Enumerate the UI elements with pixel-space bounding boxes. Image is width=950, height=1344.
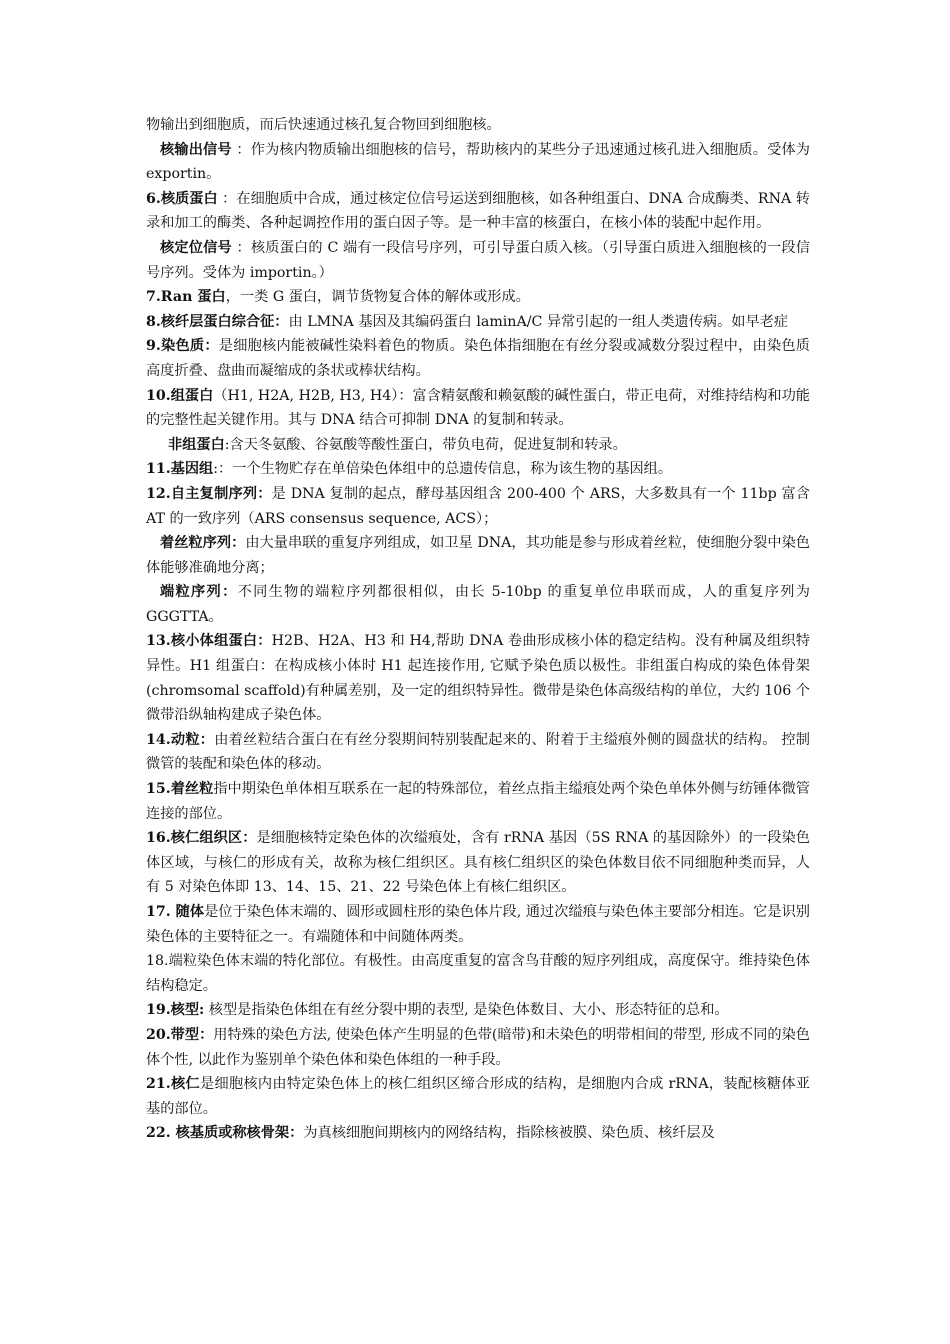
term: 非组蛋白 (168, 436, 225, 453)
paragraph-15 (146, 777, 810, 826)
paragraph-2 (146, 187, 810, 236)
definition: 是细胞核内由特定染色体上的核仁组织区缔合形成的结构，是细胞内合成 rRNA，装配核糖体亚基的部位。 (146, 1076, 810, 1117)
paragraph-0 (146, 113, 810, 138)
paragraph-16 (146, 826, 810, 900)
term: 21.核仁 (146, 1076, 200, 1093)
definition: :含天冬氨酸、谷氨酸等酸性蛋白，带负电荷，促进复制和转录。 (224, 436, 627, 453)
definition: 指中期染色单体相互联系在一起的特殊部位，着丝点指主缢痕处两个染色单体外侧与纺锤体微管连接的部位。 (146, 781, 810, 822)
term: 端粒序列： (160, 584, 238, 601)
definition: 是位于染色体末端的、圆形或圆柱形的染色体片段, 通过次缢痕与染色体主要部分相连。它是识别染色体的主要特征之一。有端随体和中间随体两类。 (146, 904, 810, 945)
term: 14.动粒： (146, 731, 215, 748)
definition: 由着丝粒结合蛋白在有丝分裂期间特别装配起来的、附着于主缢痕外侧的圆盘状的结构。 控制微管的装配和染色体的移动。 (146, 731, 810, 773)
definition: 是细胞核特定染色体的次缢痕处，含有 rRNA 基因（5S RNA 的基因除外）的一段染色体区域，与核仁的形成有关，故称为核仁组织区。具有核仁组织区的染色体数目依不同细胞种类而异，人有 5 对染色体即 13、14、15、21、22 号染色体上有核仁组织区。 (146, 830, 810, 896)
term: 22. 核基质或称核骨架： (146, 1125, 304, 1142)
paragraph-9 (146, 457, 810, 482)
paragraph-6 (146, 334, 810, 383)
definition: 是细胞核内能被碱性染料着色的物质。染色体指细胞在有丝分裂或减数分裂过程中，由染色质高度折叠、盘曲而凝缩成的条状或棒状结构。 (146, 338, 810, 379)
paragraph-5 (146, 310, 810, 335)
term: 20.带型： (146, 1026, 214, 1043)
term: 8.核纤层蛋白综合征： (146, 313, 289, 330)
term: 11.基因组 (146, 461, 214, 478)
definition: :：一个生物贮存在单倍染色体组中的总遗传信息，称为该生物的基因组。 (213, 461, 673, 478)
term: 12.自主复制序列： (146, 485, 272, 502)
paragraph-7 (146, 384, 810, 433)
definition: ：在细胞质中合成，通过核定位信号运送到细胞核，如各种组蛋白、DNA 合成酶类、RNA 转录和加工的酶类、各种起调控作用的蛋白因子等。是一种丰富的核蛋白，在核小体的装配中起作用。 (146, 190, 810, 232)
paragraph-4 (146, 285, 810, 310)
definition: 物输出到细胞质，而后快速通过核孔复合物回到细胞核。 (146, 117, 501, 133)
term: 17. 随体 (146, 904, 205, 920)
definition: ，一类 G 蛋白，调节货物复合体的解体或形成。 (225, 289, 530, 306)
term: 19.核型: (146, 1002, 205, 1019)
document-body (146, 113, 810, 1146)
term: 15.着丝粒 (146, 781, 214, 798)
paragraph-8 (146, 433, 810, 458)
definition: 为真核细胞间期核内的网络结构，指除核被膜、染色质、核纤层及 (303, 1125, 715, 1142)
definition: 不同生物的端粒序列都很相似，由长 5-10bp 的重复单位串联而成，人的重复序列为 GGGTTA。 (146, 584, 810, 625)
paragraph-14 (146, 728, 810, 777)
definition: 由 LMNA 基因及其编码蛋白 laminA/C 异常引起的一组人类遗传病。如早老症 (288, 313, 789, 330)
paragraph-11 (146, 531, 810, 580)
paragraph-13 (146, 629, 810, 727)
paragraph-10 (146, 482, 810, 531)
term: 13.核小体组蛋白： (146, 633, 272, 650)
paragraph-1 (146, 138, 810, 187)
paragraph-20 (146, 1023, 810, 1072)
definition: 用特殊的染色方法, 使染色体产生明显的色带(暗带)和未染色的明带相间的带型, 形成不同的染色体个性, 以此作为鉴别单个染色体和染色体组的一种手段。 (146, 1026, 810, 1068)
term: 16.核仁组织区： (146, 830, 257, 847)
paragraph-18 (146, 949, 810, 998)
paragraph-3 (146, 236, 810, 285)
paragraph-19 (146, 998, 810, 1023)
term: 核输出信号 (160, 141, 232, 158)
term: 核定位信号 (160, 239, 232, 256)
definition: H2B、H2A、H3 和 H4,帮助 DNA 卷曲形成核小体的稳定结构。没有种属及组织特异性。H1 组蛋白：在构成核小体时 H1 起连接作用, 它赋予染色质以极性。非组蛋白构成的染色体骨架(chromsomal scaffold)有种属差别，及一定的组织特异性。微带是染色体高级结构的单位，大约 106 个微带沿纵轴构建成子染色体。 (146, 633, 810, 724)
definition: 核型是指染色体组在有丝分裂中期的表型, 是染色体数目、大小、形态特征的总和。 (204, 1002, 729, 1019)
term: 7.Ran 蛋白 (146, 289, 226, 306)
paragraph-12 (146, 580, 810, 629)
term: 9.染色质： (146, 338, 219, 355)
definition: 18.端粒染色体末端的特化部位。有极性。由高度重复的富含鸟苷酸的短序列组成，高度保守。维持染色体结构稳定。 (146, 953, 810, 994)
paragraph-17 (146, 900, 810, 949)
definition: 是 DNA 复制的起点，酵母基因组含 200-400 个 ARS，大多数具有一个 11bp 富含 AT 的一致序列（ARS consensus sequence, ACS）； (146, 485, 810, 527)
definition: ：作为核内物质输出细胞核的信号，帮助核内的某些分子迅速通过核孔进入细胞质。受体为 exportin。 (146, 141, 810, 183)
definition: （H1, H2A, H2B, H3, H4）：富含精氨酸和赖氨酸的碱性蛋白，带正电荷，对维持结构和功能的完整性起关键作用。其与 DNA 结合可抑制 DNA 的复制和转录。 (146, 387, 810, 429)
term: 6.核质蛋白 (146, 190, 218, 207)
definition: ：核质蛋白的 C 端有一段信号序列，可引导蛋白质入核。（引导蛋白质进入细胞核的一段信号序列。受体为 importin。） (146, 239, 810, 281)
definition: 由大量串联的重复序列组成，如卫星 DNA，其功能是参与形成着丝粒，使细胞分裂中染色体能够准确地分离； (146, 535, 810, 576)
term: 10.组蛋白 (146, 387, 214, 404)
paragraph-21 (146, 1072, 810, 1121)
paragraph-22 (146, 1121, 810, 1146)
term: 着丝粒序列： (160, 535, 246, 552)
